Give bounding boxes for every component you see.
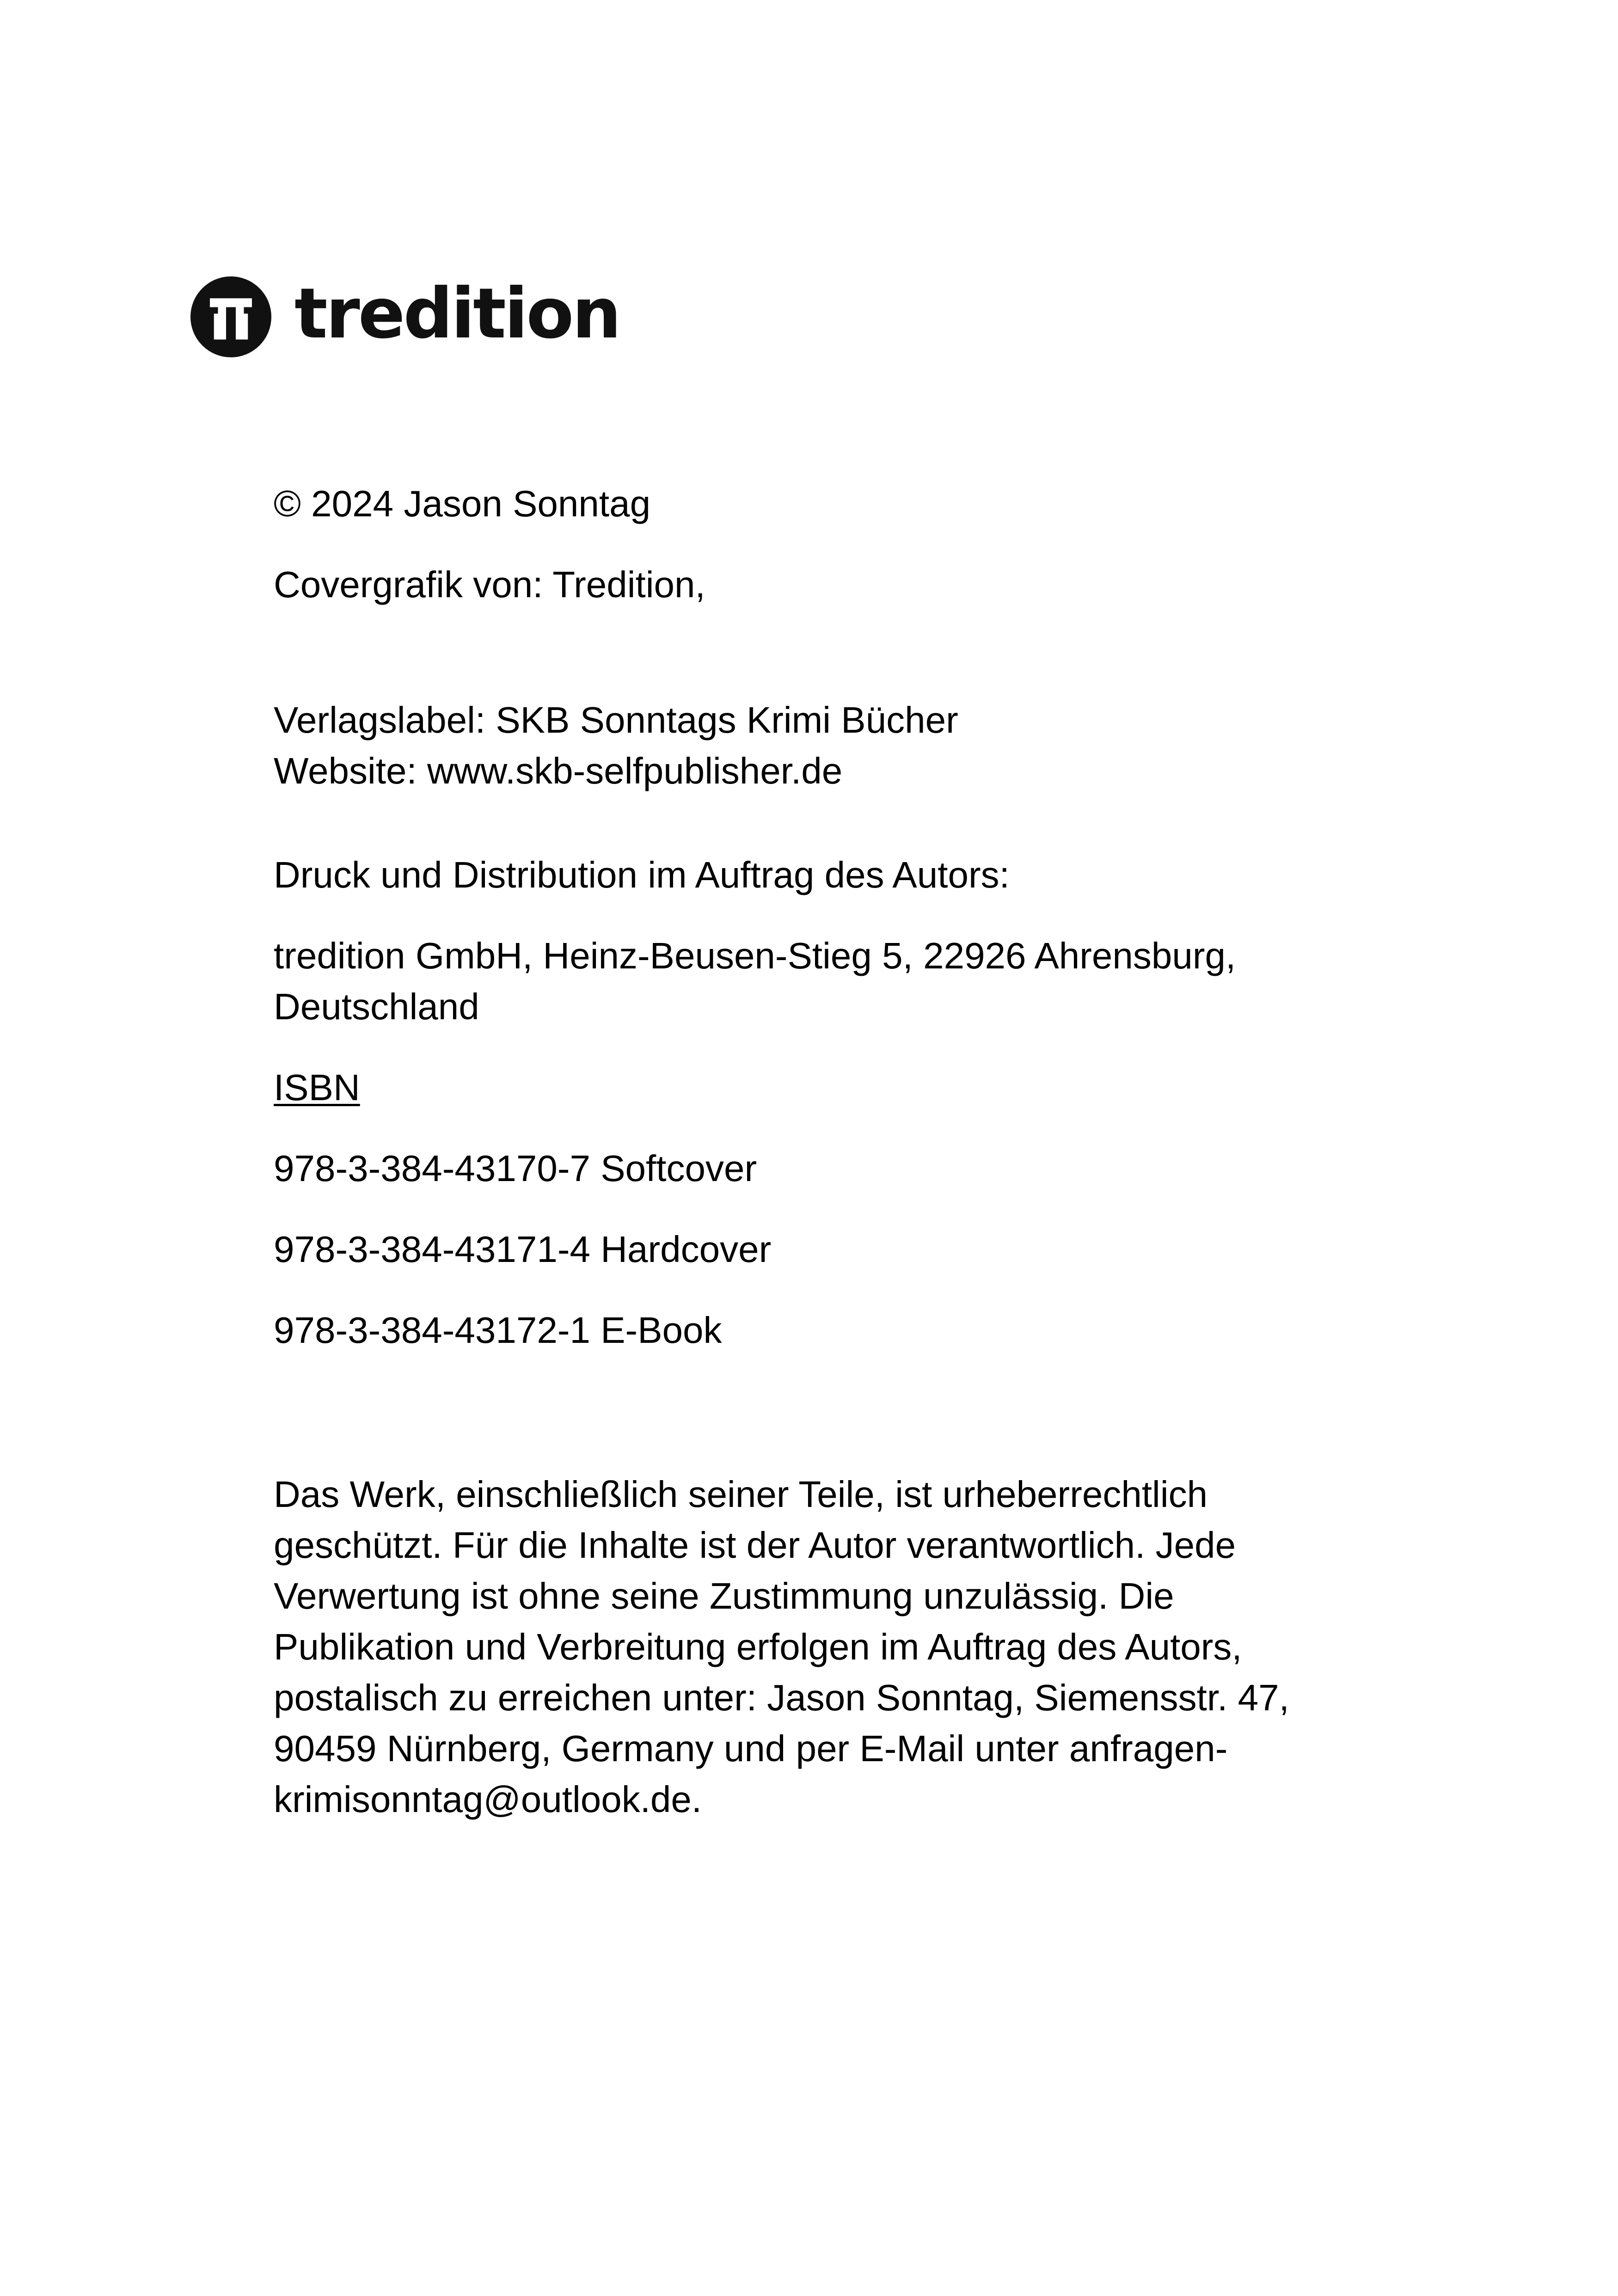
isbn-hardcover: 978-3-384-43171-4 Hardcover bbox=[274, 1229, 772, 1270]
isbn-softcover: 978-3-384-43170-7 Softcover bbox=[274, 1148, 757, 1189]
legal-line: geschützt. Für die Inhalte ist der Autor verantwortlich. Jede bbox=[274, 1525, 1236, 1566]
website-line: Website: www.skb-selfpublisher.de bbox=[274, 750, 843, 791]
printer-address-line-2: Deutschland bbox=[274, 986, 479, 1027]
copyright-line: © 2024 Jason Sonntag bbox=[274, 483, 651, 524]
legal-line: krimisonntag@outlook.de. bbox=[274, 1779, 702, 1820]
legal-line: 90459 Nürnberg, Germany und per E-Mail unter anfragen- bbox=[274, 1728, 1228, 1769]
isbn-heading: ISBN bbox=[274, 1067, 360, 1108]
publisher-logo bbox=[190, 273, 619, 361]
legal-line: Verwertung ist ohne seine Zustimmung unzulässig. Die bbox=[274, 1575, 1174, 1616]
publisher-label: Verlagslabel: SKB Sonntags Krimi Bücher bbox=[274, 699, 958, 741]
cover-credit: Covergrafik von: Tredition, bbox=[274, 564, 705, 605]
legal-line: postalisch zu erreichen unter: Jason Sonntag, Siemensstr. 47, bbox=[274, 1677, 1289, 1718]
printer-address-line-1: tredition GmbH, Heinz-Beusen-Stieg 5, 22926 Ahrensburg, bbox=[274, 935, 1236, 976]
logo-wordmark: tredition bbox=[294, 274, 620, 354]
legal-line: Publikation und Verbreitung erfolgen im Auftrag des Autors, bbox=[274, 1626, 1242, 1667]
legal-line: Das Werk, einschließlich seiner Teile, ist urheberrechtlich bbox=[274, 1474, 1208, 1515]
tredition-logo-icon bbox=[190, 276, 271, 357]
print-intro: Druck und Distribution im Auftrag des Autors: bbox=[274, 854, 1010, 895]
isbn-ebook: 978-3-384-43172-1 E-Book bbox=[274, 1310, 722, 1351]
